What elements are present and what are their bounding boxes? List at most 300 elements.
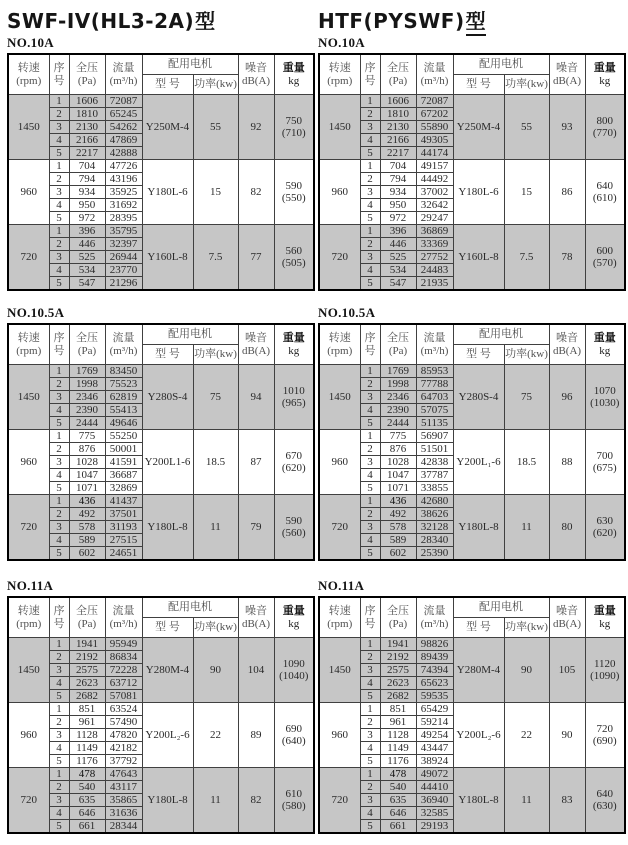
col-header-pressure-line1: 全压 — [387, 331, 409, 344]
flow-cell: 35925 — [105, 186, 142, 199]
col-header-speed-line2: (rpm) — [327, 344, 353, 357]
col-header-motor-group: 配用电机 — [453, 324, 549, 345]
weight-cell — [274, 430, 314, 495]
motor-model-cell: Y180L-8 — [453, 768, 504, 834]
noise-cell: 82 — [238, 768, 274, 834]
seq-cell: 5 — [49, 820, 69, 834]
weight-value: 1090 — [282, 658, 305, 670]
col-header-speed-line1: 转速 — [328, 604, 351, 617]
pressure-cell: 1028 — [380, 456, 416, 469]
col-header-seq-line1: 序 — [364, 331, 376, 344]
weight-note: (630) — [592, 800, 617, 812]
col-header-weight — [274, 324, 314, 365]
table-row — [8, 768, 314, 781]
tables-container-right — [318, 36, 621, 834]
flow-cell: 29193 — [416, 820, 453, 834]
motor-model-cell: Y280M-4 — [453, 638, 504, 703]
pressure-cell: 1047 — [69, 469, 105, 482]
pressure-cell: 1128 — [380, 729, 416, 742]
weight-note: (620) — [281, 462, 306, 474]
flow-cell: 49305 — [416, 134, 453, 147]
seq-cell: 2 — [360, 173, 380, 186]
motor-model-cell: Y180L-8 — [142, 495, 193, 561]
col-header-speed-line1: 转速 — [17, 331, 40, 344]
table-label: NO.11A — [318, 578, 365, 593]
weight-note: (550) — [281, 192, 306, 204]
col-header-flow — [105, 324, 142, 365]
series-title-right-main: HTF(PYSWF) — [318, 9, 465, 33]
flow-cell: 75523 — [105, 378, 142, 391]
col-header-flow-line1: 流量 — [112, 61, 135, 74]
table-row — [319, 160, 625, 173]
seq-cell: 4 — [49, 677, 69, 690]
flow-cell: 42182 — [105, 742, 142, 755]
col-header-weight — [585, 324, 625, 365]
rpm-cell: 960 — [319, 430, 360, 495]
flow-cell: 38626 — [416, 508, 453, 521]
column-left — [7, 9, 309, 834]
weight-value: 640 — [596, 180, 613, 192]
col-header-pressure-line1: 全压 — [76, 604, 98, 617]
flow-cell: 24651 — [105, 547, 142, 561]
seq-cell: 1 — [49, 160, 69, 173]
col-header-weight-line1: 重量 — [593, 604, 616, 617]
rpm-cell: 1450 — [8, 95, 49, 160]
col-header-flow — [416, 597, 453, 638]
rpm-cell: 720 — [8, 495, 49, 561]
seq-cell: 2 — [360, 651, 380, 664]
flow-cell: 65623 — [416, 677, 453, 690]
pressure-cell: 1998 — [380, 378, 416, 391]
weight-value: 630 — [596, 515, 613, 527]
pressure-cell: 1941 — [380, 638, 416, 651]
weight-cell — [585, 95, 625, 160]
motor-model-cell: Y200L₂-6 — [453, 703, 504, 768]
seq-cell: 5 — [360, 482, 380, 495]
flow-cell: 28340 — [416, 534, 453, 547]
pressure-cell: 1941 — [69, 638, 105, 651]
col-header-flow — [105, 597, 142, 638]
flow-cell: 24483 — [416, 264, 453, 277]
pressure-cell: 2217 — [69, 147, 105, 160]
pressure-cell: 704 — [380, 160, 416, 173]
column-right — [318, 9, 621, 834]
flow-cell: 49254 — [416, 729, 453, 742]
seq-cell: 2 — [49, 651, 69, 664]
col-header-weight-line2: kg — [599, 617, 611, 630]
flow-cell: 74394 — [416, 664, 453, 677]
flow-cell: 26944 — [105, 251, 142, 264]
pressure-cell: 1606 — [69, 95, 105, 108]
flow-cell: 59535 — [416, 690, 453, 703]
col-header-motor-model: 型 号 — [142, 618, 193, 638]
series-title-right — [318, 9, 621, 36]
rpm-cell: 1450 — [319, 365, 360, 430]
pressure-cell: 547 — [380, 277, 416, 291]
col-header-seq-line2: 号 — [364, 344, 376, 357]
table-row — [8, 365, 314, 378]
seq-cell: 2 — [360, 781, 380, 794]
spec-table-no.11a — [7, 596, 315, 834]
col-header-noise — [238, 597, 274, 638]
motor-power-cell: 7.5 — [504, 225, 549, 291]
spec-table-no.11a — [318, 596, 626, 834]
col-header-noise-line2: dB(A) — [552, 74, 582, 87]
pressure-cell: 2444 — [380, 417, 416, 430]
col-header-motor-model: 型 号 — [142, 75, 193, 95]
col-header-noise-line1: 噪音 — [556, 61, 578, 74]
flow-cell: 21296 — [105, 277, 142, 291]
col-header-pressure — [380, 324, 416, 365]
flow-cell: 28344 — [105, 820, 142, 834]
flow-cell: 54262 — [105, 121, 142, 134]
col-header-weight — [274, 54, 314, 95]
seq-cell: 3 — [49, 121, 69, 134]
col-header-flow — [416, 54, 453, 95]
flow-cell: 83450 — [105, 365, 142, 378]
rpm-cell: 1450 — [319, 638, 360, 703]
flow-cell: 36869 — [416, 225, 453, 238]
col-header-pressure — [69, 597, 105, 638]
flow-cell: 47869 — [105, 134, 142, 147]
flow-cell: 47820 — [105, 729, 142, 742]
col-header-motor-model: 型 号 — [453, 618, 504, 638]
flow-cell: 49072 — [416, 768, 453, 781]
weight-value: 600 — [596, 245, 613, 257]
col-header-weight-line1: 重量 — [282, 604, 305, 617]
col-header-seq-line2: 号 — [53, 617, 65, 630]
col-header-pressure-line1: 全压 — [387, 604, 409, 617]
pressure-cell: 602 — [69, 547, 105, 561]
col-header-motor-model: 型 号 — [453, 345, 504, 365]
seq-cell: 2 — [360, 716, 380, 729]
col-header-noise-line1: 噪音 — [245, 604, 267, 617]
col-header-speed — [319, 54, 360, 95]
seq-cell: 4 — [49, 742, 69, 755]
table-row — [319, 365, 625, 378]
seq-cell: 1 — [49, 225, 69, 238]
weight-note: (570) — [592, 257, 617, 269]
pressure-cell: 1028 — [69, 456, 105, 469]
pressure-cell: 547 — [69, 277, 105, 291]
seq-cell: 2 — [49, 378, 69, 391]
pressure-cell: 934 — [380, 186, 416, 199]
weight-cell — [585, 768, 625, 834]
seq-cell: 2 — [49, 173, 69, 186]
seq-cell: 1 — [49, 768, 69, 781]
seq-cell: 4 — [49, 534, 69, 547]
flow-cell: 42888 — [105, 147, 142, 160]
col-header-seq — [49, 597, 69, 638]
pressure-cell: 2575 — [69, 664, 105, 677]
pressure-cell: 589 — [380, 534, 416, 547]
seq-cell: 1 — [49, 95, 69, 108]
seq-cell: 4 — [360, 134, 380, 147]
series-title-right-suffix: 型 — [466, 9, 487, 36]
pressure-cell: 2575 — [380, 664, 416, 677]
motor-model-cell: Y200L₁-6 — [453, 430, 504, 495]
pressure-cell: 1606 — [380, 95, 416, 108]
flow-cell: 35795 — [105, 225, 142, 238]
flow-cell: 44492 — [416, 173, 453, 186]
flow-cell: 63524 — [105, 703, 142, 716]
pressure-cell: 602 — [380, 547, 416, 561]
flow-cell: 41591 — [105, 456, 142, 469]
col-header-motor-group: 配用电机 — [453, 54, 549, 75]
motor-model-cell: Y160L-8 — [142, 225, 193, 291]
pressure-cell: 2166 — [380, 134, 416, 147]
pressure-cell: 1176 — [69, 755, 105, 768]
col-header-noise-line2: dB(A) — [241, 617, 271, 630]
weight-cell — [585, 160, 625, 225]
pressure-cell: 851 — [69, 703, 105, 716]
weight-cell — [274, 160, 314, 225]
flow-cell: 64703 — [416, 391, 453, 404]
seq-cell: 5 — [360, 277, 380, 291]
col-header-flow-line2: (m³/h) — [109, 344, 138, 357]
flow-cell: 31692 — [105, 199, 142, 212]
seq-cell: 2 — [49, 716, 69, 729]
motor-model-cell: Y280S-4 — [453, 365, 504, 430]
seq-cell: 5 — [49, 547, 69, 561]
pressure-cell: 635 — [69, 794, 105, 807]
flow-cell: 47643 — [105, 768, 142, 781]
weight-value: 1120 — [593, 658, 616, 670]
weight-value: 590 — [285, 515, 302, 527]
flow-cell: 72228 — [105, 664, 142, 677]
col-header-weight — [585, 597, 625, 638]
pressure-cell: 794 — [380, 173, 416, 186]
flow-cell: 55250 — [105, 430, 142, 443]
col-header-motor-power: 功率(kw) — [504, 618, 549, 638]
seq-cell: 4 — [360, 404, 380, 417]
noise-cell: 93 — [549, 95, 585, 160]
table-row — [319, 768, 625, 781]
col-header-flow-line2: (m³/h) — [109, 617, 138, 630]
noise-cell: 104 — [238, 638, 274, 703]
pressure-cell: 1071 — [380, 482, 416, 495]
seq-cell: 5 — [49, 482, 69, 495]
col-header-flow-line2: (m³/h) — [420, 344, 449, 357]
pressure-cell: 2390 — [69, 404, 105, 417]
col-header-noise — [549, 54, 585, 95]
col-header-pressure-line2: (Pa) — [388, 344, 408, 357]
flow-cell: 23770 — [105, 264, 142, 277]
seq-cell: 2 — [49, 238, 69, 251]
flow-cell: 42838 — [416, 456, 453, 469]
flow-cell: 32642 — [416, 199, 453, 212]
pressure-cell: 589 — [69, 534, 105, 547]
series-title-left — [7, 9, 306, 36]
flow-cell: 59214 — [416, 716, 453, 729]
col-header-pressure-line1: 全压 — [76, 331, 98, 344]
col-header-speed-line2: (rpm) — [16, 617, 42, 630]
col-header-seq — [360, 54, 380, 95]
motor-model-cell: Y280M-4 — [142, 638, 193, 703]
flow-cell: 57490 — [105, 716, 142, 729]
col-header-seq-line2: 号 — [364, 74, 376, 87]
col-header-noise — [549, 597, 585, 638]
table-label: NO.10A — [318, 35, 365, 50]
seq-cell: 5 — [49, 212, 69, 225]
weight-cell — [274, 225, 314, 291]
rpm-cell: 960 — [8, 430, 49, 495]
weight-value: 1070 — [593, 385, 616, 397]
noise-cell: 90 — [549, 703, 585, 768]
motor-model-cell: Y180L-6 — [453, 160, 504, 225]
flow-cell: 32397 — [105, 238, 142, 251]
weight-cell — [585, 365, 625, 430]
motor-power-cell: 15 — [193, 160, 238, 225]
pressure-cell: 851 — [380, 703, 416, 716]
spec-table-no.10.5a — [318, 323, 626, 561]
noise-cell: 78 — [549, 225, 585, 291]
pressure-cell: 1810 — [69, 108, 105, 121]
col-header-flow-line1: 流量 — [112, 331, 135, 344]
seq-cell: 1 — [49, 365, 69, 378]
col-header-speed-line2: (rpm) — [327, 74, 353, 87]
col-header-weight-line1: 重量 — [282, 61, 305, 74]
flow-cell: 27752 — [416, 251, 453, 264]
pressure-cell: 1998 — [69, 378, 105, 391]
flow-cell: 28395 — [105, 212, 142, 225]
seq-cell: 5 — [49, 417, 69, 430]
weight-cell — [585, 495, 625, 561]
seq-cell: 5 — [360, 755, 380, 768]
col-header-motor-model: 型 号 — [453, 75, 504, 95]
col-header-seq-line1: 序 — [364, 61, 376, 74]
col-header-pressure-line2: (Pa) — [77, 344, 97, 357]
pressure-cell: 972 — [380, 212, 416, 225]
col-header-motor-power: 功率(kw) — [193, 618, 238, 638]
col-header-pressure-line2: (Pa) — [388, 617, 408, 630]
col-header-speed-line2: (rpm) — [16, 74, 42, 87]
weight-value: 800 — [596, 115, 613, 127]
weight-note: (690) — [592, 735, 617, 747]
pressure-cell: 704 — [69, 160, 105, 173]
rpm-cell: 960 — [319, 703, 360, 768]
series-title-left-main: SWF-IV(HL3-2A) — [7, 9, 195, 33]
seq-cell: 4 — [49, 264, 69, 277]
col-header-pressure-line2: (Pa) — [77, 74, 97, 87]
weight-note: (640) — [281, 735, 306, 747]
col-header-pressure-line1: 全压 — [76, 61, 98, 74]
motor-power-cell: 90 — [193, 638, 238, 703]
seq-cell: 3 — [49, 391, 69, 404]
seq-cell: 1 — [49, 495, 69, 508]
noise-cell: 86 — [549, 160, 585, 225]
pressure-cell: 525 — [380, 251, 416, 264]
spec-table-no.10.5a — [7, 323, 315, 561]
pressure-cell: 2390 — [380, 404, 416, 417]
motor-model-cell: Y200L₂-6 — [142, 703, 193, 768]
col-header-seq-line2: 号 — [53, 344, 65, 357]
seq-cell: 4 — [49, 404, 69, 417]
pressure-cell: 876 — [380, 443, 416, 456]
col-header-flow-line1: 流量 — [423, 604, 446, 617]
col-header-seq-line1: 序 — [53, 331, 65, 344]
seq-cell: 1 — [360, 768, 380, 781]
col-header-speed — [8, 597, 49, 638]
weight-note: (675) — [592, 462, 617, 474]
noise-cell: 88 — [549, 430, 585, 495]
flow-cell: 37501 — [105, 508, 142, 521]
motor-power-cell: 22 — [504, 703, 549, 768]
seq-cell: 2 — [49, 108, 69, 121]
flow-cell: 51135 — [416, 417, 453, 430]
weight-note: (710) — [281, 127, 306, 139]
weight-note: (610) — [592, 192, 617, 204]
table-row — [319, 703, 625, 716]
seq-cell: 4 — [360, 264, 380, 277]
motor-model-cell: Y280S-4 — [142, 365, 193, 430]
flow-cell: 55413 — [105, 404, 142, 417]
weight-note: (1090) — [590, 670, 620, 682]
motor-model-cell: Y180L-6 — [142, 160, 193, 225]
motor-power-cell: 90 — [504, 638, 549, 703]
pressure-cell: 2444 — [69, 417, 105, 430]
col-header-speed-line2: (rpm) — [16, 344, 42, 357]
noise-cell: 82 — [238, 160, 274, 225]
noise-cell: 77 — [238, 225, 274, 291]
flow-cell: 32585 — [416, 807, 453, 820]
motor-power-cell: 11 — [504, 768, 549, 834]
col-header-pressure-line2: (Pa) — [388, 74, 408, 87]
pressure-cell: 950 — [380, 199, 416, 212]
col-header-seq — [49, 54, 69, 95]
flow-cell: 43117 — [105, 781, 142, 794]
col-header-noise-line2: dB(A) — [552, 344, 582, 357]
pressure-cell: 961 — [380, 716, 416, 729]
weight-value: 1010 — [282, 385, 305, 397]
pressure-cell: 2346 — [69, 391, 105, 404]
weight-cell — [585, 430, 625, 495]
seq-cell: 5 — [49, 690, 69, 703]
pressure-cell: 436 — [380, 495, 416, 508]
col-header-speed-line1: 转速 — [328, 331, 351, 344]
pressure-cell: 540 — [380, 781, 416, 794]
rpm-cell: 1450 — [8, 638, 49, 703]
table-label: NO.10A — [7, 35, 54, 50]
flow-cell: 72087 — [416, 95, 453, 108]
col-header-noise-line2: dB(A) — [241, 344, 271, 357]
seq-cell: 1 — [49, 703, 69, 716]
weight-value: 720 — [596, 723, 613, 735]
flow-cell: 51501 — [416, 443, 453, 456]
pressure-cell: 578 — [69, 521, 105, 534]
seq-cell: 4 — [360, 469, 380, 482]
flow-cell: 21935 — [416, 277, 453, 291]
weight-value: 690 — [285, 723, 302, 735]
col-header-weight-line1: 重量 — [593, 61, 616, 74]
flow-cell: 44174 — [416, 147, 453, 160]
seq-cell: 1 — [360, 365, 380, 378]
weight-note: (620) — [592, 527, 617, 539]
col-header-weight — [585, 54, 625, 95]
spec-table-no.10a — [318, 53, 626, 291]
motor-power-cell: 7.5 — [193, 225, 238, 291]
weight-cell — [585, 703, 625, 768]
flow-cell: 57075 — [416, 404, 453, 417]
series-title-left-suffix: 型 — [195, 9, 216, 33]
col-header-speed — [319, 324, 360, 365]
col-header-weight-line2: kg — [288, 344, 300, 357]
flow-cell: 37002 — [416, 186, 453, 199]
seq-cell: 4 — [360, 677, 380, 690]
seq-cell: 3 — [49, 186, 69, 199]
col-header-motor-group: 配用电机 — [142, 597, 238, 618]
seq-cell: 3 — [360, 186, 380, 199]
